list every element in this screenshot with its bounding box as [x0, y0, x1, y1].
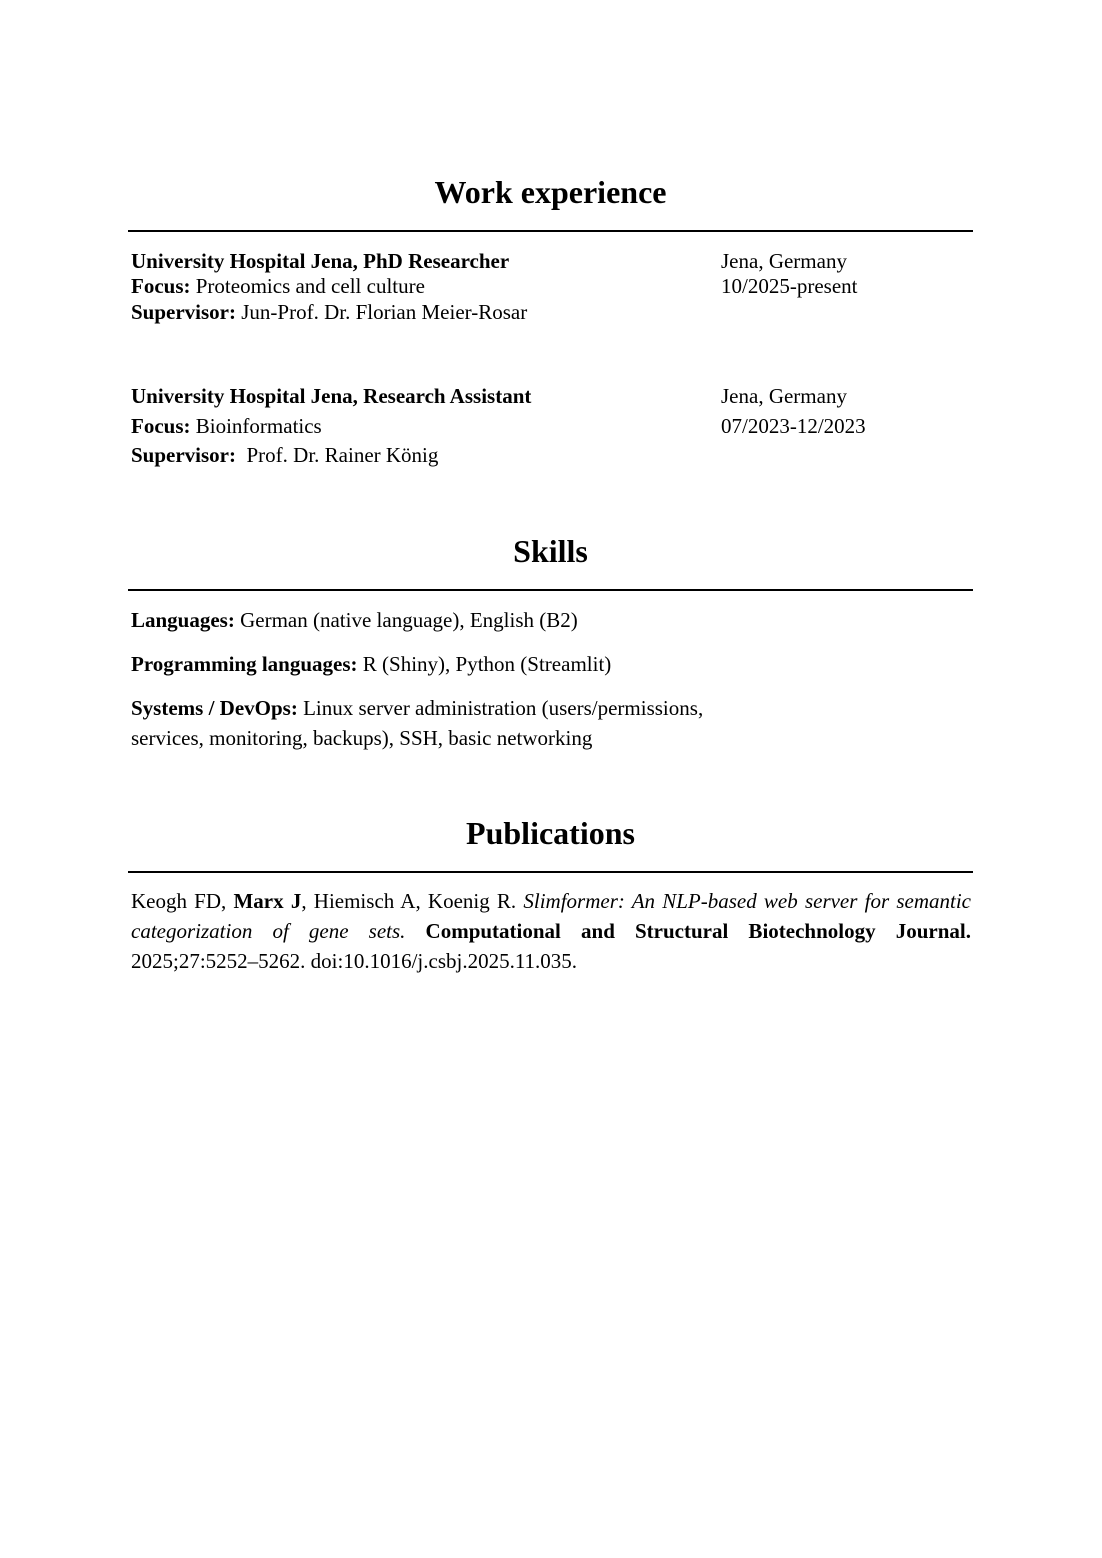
skill-label: Programming languages: — [131, 652, 358, 676]
publication-authors: Keogh FD, — [131, 889, 234, 913]
focus-value: Bioinformatics — [190, 414, 322, 438]
supervisor-value: Prof. Dr. Rainer König — [236, 443, 439, 467]
publications-heading: Publications — [466, 815, 635, 851]
skill-value: R (Shiny), Python (Streamlit) — [357, 652, 612, 676]
work-entry-supervisor — [131, 299, 527, 325]
skill-label: Systems / DevOps: — [131, 696, 298, 720]
focus-value: Proteomics and cell culture — [190, 274, 425, 298]
publication-highlight-author: Marx J — [233, 889, 302, 913]
work-entry-dates: 07/2023-12/2023 — [721, 414, 866, 438]
work-experience-heading: Work experience — [434, 174, 667, 210]
work-entry-title: University Hospital Jena, PhD Researcher — [131, 249, 510, 273]
focus-label: Focus: — [131, 414, 191, 438]
work-entry-supervisor — [131, 442, 438, 468]
work-entry-location: Jena, Germany — [721, 249, 847, 273]
publication-entry — [131, 886, 971, 976]
skill-languages — [131, 607, 578, 633]
publication-authors-rest: , Hiemisch A, Koenig R. — [301, 889, 524, 913]
work-entry-dates: 10/2025-present — [721, 274, 858, 298]
focus-label: Focus: — [131, 274, 191, 298]
work-entry-focus — [131, 273, 425, 299]
supervisor-value: Jun-Prof. Dr. Florian Meier-Rosar — [236, 300, 528, 324]
publications-divider — [128, 871, 973, 873]
work-experience-divider — [128, 230, 973, 232]
skill-value: Linux server administration (users/permissions, — [297, 696, 704, 720]
skill-systems — [131, 695, 703, 721]
publication-citation: 2025;27:5252–5262. doi:10.1016/j.csbj.2025.11.035. — [131, 949, 578, 973]
work-entry-title: University Hospital Jena, Research Assistant — [131, 384, 532, 408]
publication-title: Slimformer: An NLP-based web server for semantic categorization of gene sets. — [131, 889, 971, 943]
skills-heading: Skills — [513, 533, 588, 569]
skills-divider — [128, 589, 973, 591]
skill-value: German (native language), English (B2) — [234, 608, 578, 632]
skill-systems-continued: services, monitoring, backups), SSH, basic networking — [131, 726, 593, 750]
work-entry-focus — [131, 413, 322, 439]
work-entry-location: Jena, Germany — [721, 384, 847, 408]
skill-programming — [131, 651, 611, 677]
skill-label: Languages: — [131, 608, 235, 632]
publication-journal: Computational and Structural Biotechnology Journal. — [405, 919, 971, 943]
supervisor-label: Supervisor: — [131, 300, 236, 324]
supervisor-label: Supervisor: — [131, 443, 236, 467]
